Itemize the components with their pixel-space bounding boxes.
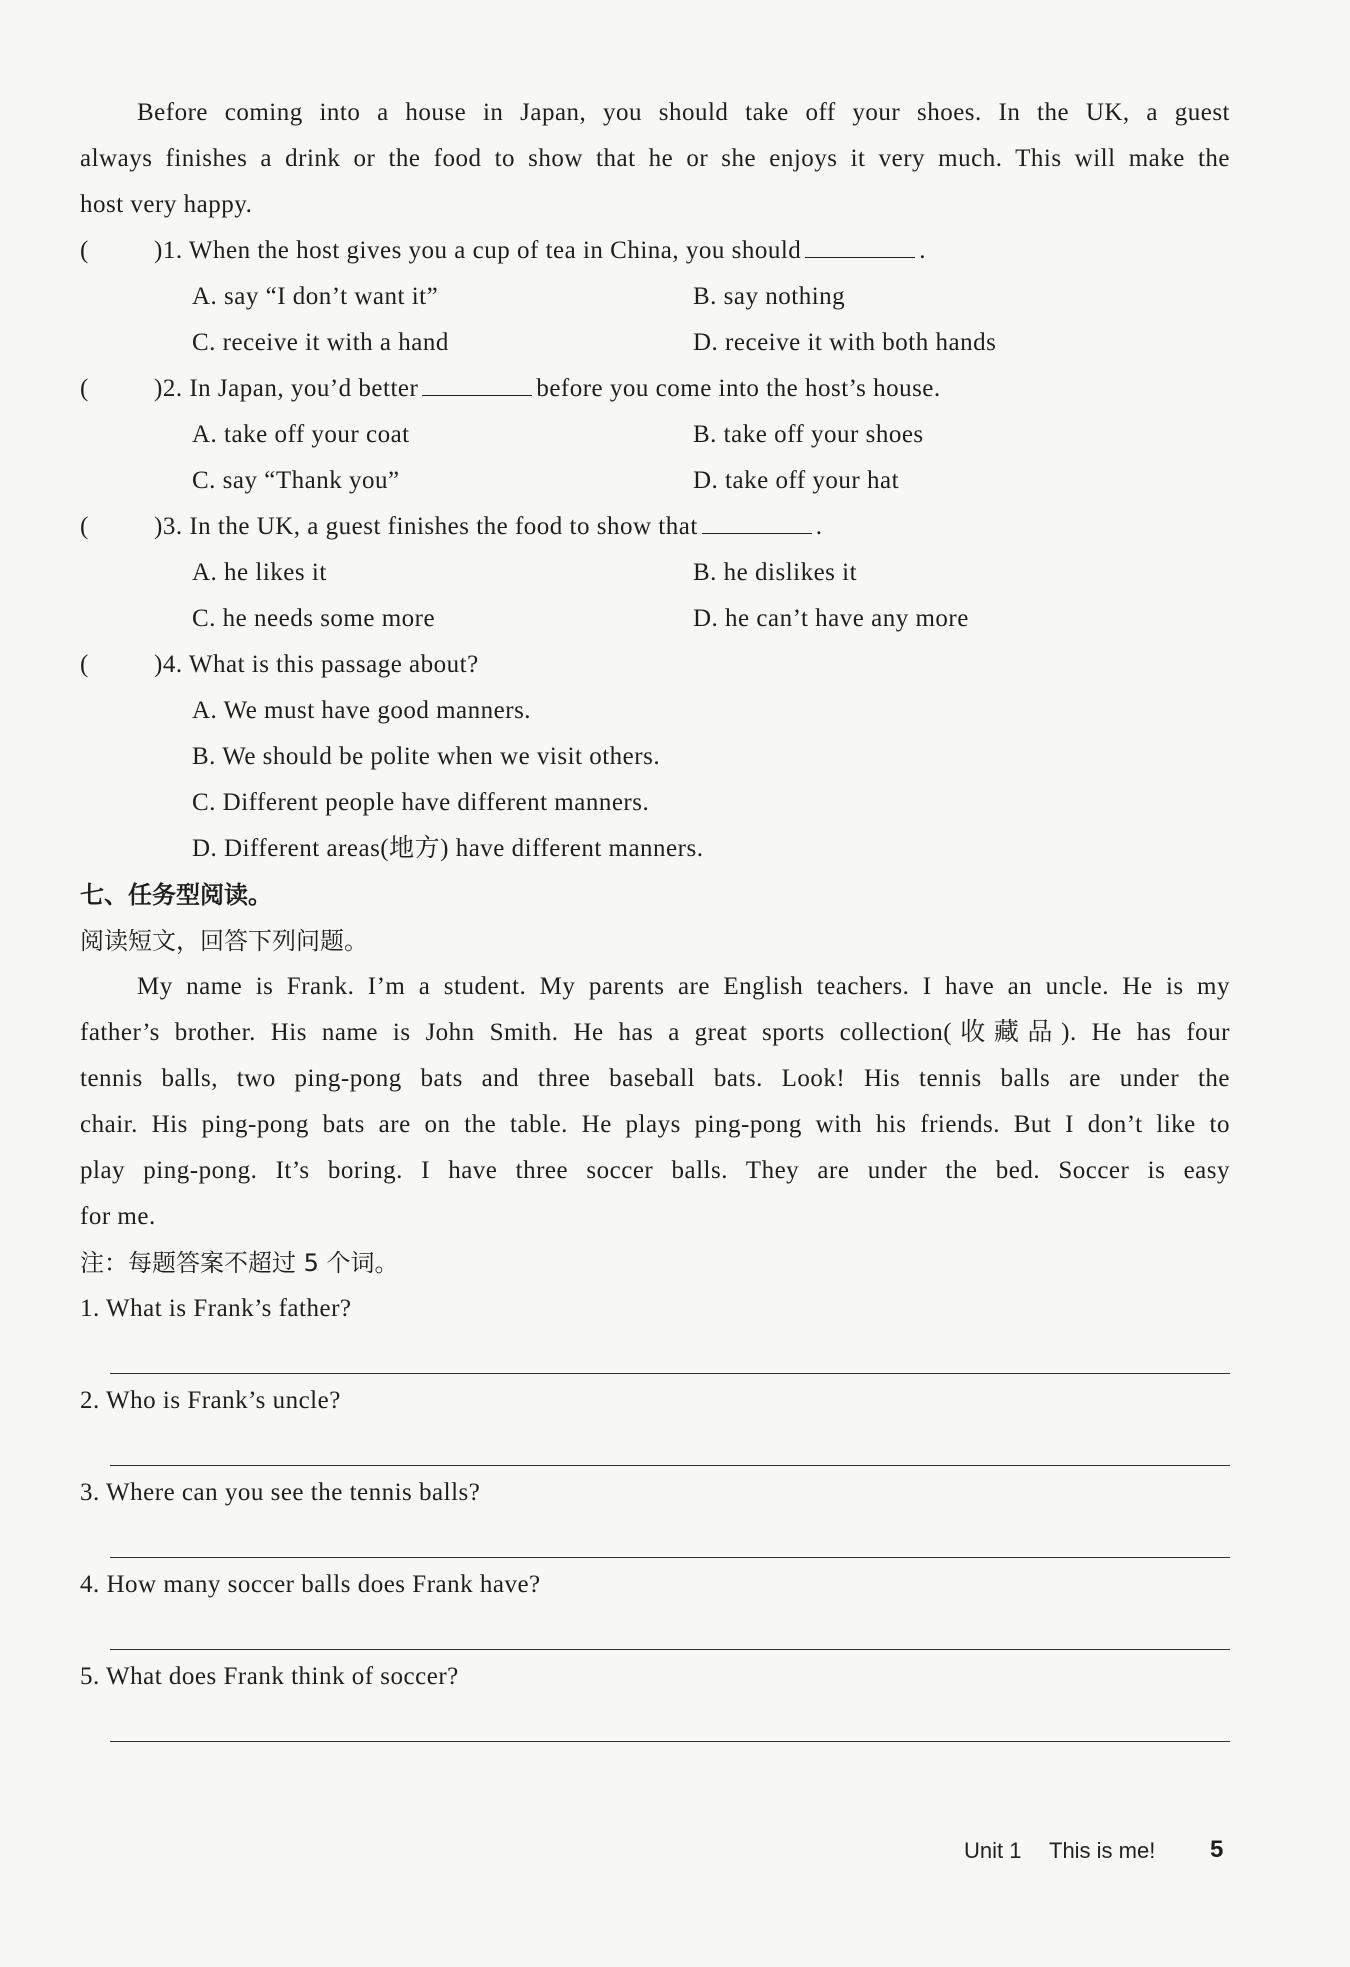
- option-c[interactable]: C. say “Thank you”: [192, 467, 400, 494]
- note: 注：每题答案不超过 5 个词。: [80, 1249, 399, 1277]
- short-question-2: 2. Who is Frank’s uncle?: [80, 1387, 341, 1414]
- page-number: 5: [1210, 1836, 1224, 1863]
- passage-line: host very happy.: [80, 191, 253, 218]
- fill-blank[interactable]: [422, 373, 532, 396]
- option-b[interactable]: B. he dislikes it: [693, 559, 858, 586]
- question-3: [154, 504, 823, 550]
- passage-line: always finishes a drink or the food to show that he or she enjoys it very much. This will make the: [80, 145, 1230, 172]
- question-2: [154, 366, 941, 412]
- passage-line: tennis balls, two ping-pong bats and three baseball bats. Look! His tennis balls are under the: [80, 1065, 1230, 1092]
- passage-line: Before coming into a house in Japan, you should take off your shoes. In the UK, a guest: [137, 99, 1230, 126]
- option-c[interactable]: C. receive it with a hand: [192, 329, 449, 356]
- option-a[interactable]: A. take off your coat: [192, 421, 410, 448]
- answer-line-2[interactable]: [110, 1465, 1230, 1466]
- short-question-1: 1. What is Frank’s father?: [80, 1295, 352, 1322]
- passage-line: play ping-pong. It’s boring. I have three soccer balls. They are under the bed. Soccer is easy: [80, 1157, 1230, 1184]
- passage-line: father’s brother. His name is John Smith. He has a great sports collection(收藏品). He has four: [80, 1019, 1230, 1046]
- answer-line-1[interactable]: [110, 1373, 1230, 1374]
- option-a[interactable]: A. he likes it: [192, 559, 327, 586]
- question-text: )1. When the host gives you a cup of tea in China, you should: [154, 237, 802, 264]
- answer-line-3[interactable]: [110, 1557, 1230, 1558]
- short-question-4: 4. How many soccer balls does Frank have?: [80, 1571, 541, 1598]
- option-d[interactable]: D. take off your hat: [693, 467, 900, 494]
- short-question-3: 3. Where can you see the tennis balls?: [80, 1479, 481, 1506]
- option-b[interactable]: B. say nothing: [693, 283, 846, 310]
- answer-bracket[interactable]: (: [80, 375, 89, 402]
- question-text-after: .: [919, 237, 927, 264]
- option-d[interactable]: D. he can’t have any more: [693, 605, 969, 632]
- passage-line: for me.: [80, 1203, 156, 1230]
- option-a[interactable]: A. say “I don’t want it”: [192, 283, 439, 310]
- short-question-5: 5. What does Frank think of soccer?: [80, 1663, 459, 1690]
- passage-line: My name is Frank. I’m a student. My parents are English teachers. I have an uncle. He is my: [137, 973, 1230, 1000]
- option-a[interactable]: A. We must have good manners.: [192, 697, 532, 724]
- question-4: )4. What is this passage about?: [154, 651, 479, 678]
- footer-unit: Unit 1: [964, 1838, 1022, 1863]
- answer-bracket[interactable]: (: [80, 237, 89, 264]
- question-text-after: .: [815, 513, 823, 540]
- section-instruction: 阅读短文，回答下列问题。: [80, 927, 368, 955]
- option-b[interactable]: B. take off your shoes: [693, 421, 924, 448]
- question-text: )2. In Japan, you’d better: [154, 375, 419, 402]
- answer-bracket[interactable]: (: [80, 513, 89, 540]
- option-b[interactable]: B. We should be polite when we visit others.: [192, 743, 661, 770]
- answer-bracket[interactable]: (: [80, 651, 89, 678]
- question-1: [154, 228, 926, 274]
- fill-blank[interactable]: [805, 235, 915, 258]
- fill-blank[interactable]: [702, 511, 812, 534]
- footer-title: This is me!: [1049, 1838, 1156, 1863]
- section-heading: 七、任务型阅读。: [80, 881, 272, 909]
- question-text-after: before you come into the host’s house.: [536, 375, 941, 402]
- answer-line-5[interactable]: [110, 1741, 1230, 1742]
- passage-line: chair. His ping-pong bats are on the table. He plays ping-pong with his friends. But I don’t like to: [80, 1111, 1230, 1138]
- option-c[interactable]: C. Different people have different manners.: [192, 789, 650, 816]
- option-c[interactable]: C. he needs some more: [192, 605, 436, 632]
- answer-line-4[interactable]: [110, 1649, 1230, 1650]
- question-text: )3. In the UK, a guest finishes the food to show that: [154, 513, 698, 540]
- option-d[interactable]: D. receive it with both hands: [693, 329, 997, 356]
- option-d[interactable]: D. Different areas(地方) have different manners.: [192, 835, 704, 862]
